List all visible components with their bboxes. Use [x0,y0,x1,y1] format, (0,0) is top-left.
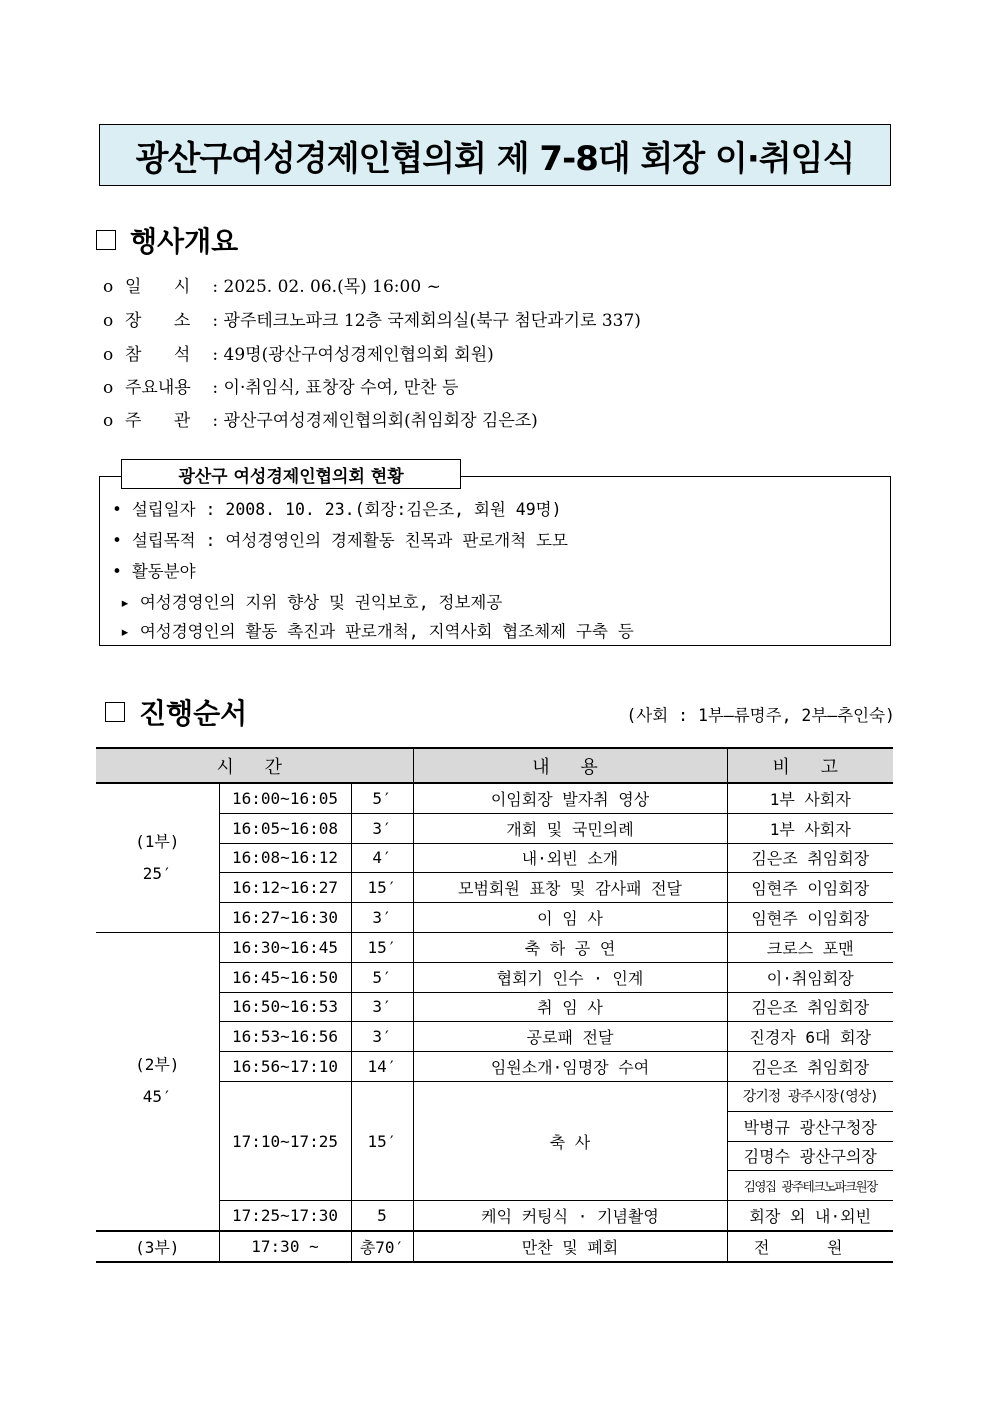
note-cell: 임현주 이임회장 [727,873,893,903]
overview-heading-text: 행사개요 [130,225,239,258]
content-cell: 이임회장 발자취 영상 [413,783,727,813]
content-cell: 이 임 사 [413,903,727,933]
status-line: ▸ 여성경영인의 지위 향상 및 권익보호, 정보제공 [120,593,503,612]
note-cell: 진경자 6대 회장 [727,1022,893,1052]
time-cell: 17:10~17:25 [219,1081,351,1200]
overview-heading [96,220,238,260]
status-line: • 활동분야 [112,562,196,581]
minutes-cell: 3′ [351,813,413,843]
note-cell: 강기정 광주시장(영상) [727,1081,893,1111]
note-cell: 김은조 취임회장 [727,992,893,1022]
status-line: ▸ 여성경영인의 활동 촉진과 판로개척, 지역사회 협조체제 구축 등 [120,622,634,641]
overview-item [103,306,641,331]
minutes-cell: 3′ [351,1022,413,1052]
time-cell: 16:30~16:45 [219,932,351,962]
content-cell: 공로패 전달 [413,1022,727,1052]
minutes-cell: 15′ [351,1081,413,1200]
item-value: : 49명(광산구여성경제인협의회 회원) [212,345,494,365]
page-title: 광산구여성경제인협의회 제 7-8대 회장 이·취임식 [135,138,855,179]
part-label: (2부) [135,1055,180,1075]
item-label: 주 관 [125,411,191,431]
overview-item [103,373,458,398]
content-cell: 만찬 및 폐회 [413,1231,727,1262]
item-label: 일 시 [125,277,191,297]
status-line: • 설립목적 : 여성경영인의 경제활동 친목과 판로개척 도모 [112,531,569,550]
content-cell: 협회기 인수 · 인계 [413,962,727,992]
note-cell: 회장 외 내·외빈 [727,1201,893,1231]
content-cell: 케익 커팅식 · 기념촬영 [413,1201,727,1231]
minutes-cell: 5′ [351,962,413,992]
note-cell: 임현주 이임회장 [727,903,893,933]
note-cell: 김영집 광주테크노파크원장 [727,1171,893,1201]
minutes-cell: 총70′ [351,1231,413,1262]
overview-item [103,406,538,431]
content-cell: 축 하 공 연 [413,932,727,962]
program-heading-text: 진행순서 [139,697,248,730]
overview-item [103,272,441,297]
time-cell: 16:05~16:08 [219,813,351,843]
item-label: 장 소 [125,311,191,331]
part-cell [96,932,219,1230]
bullet: o [103,277,114,297]
time-cell: 17:30 ~ [219,1231,351,1262]
header-time: 시 간 [96,748,413,783]
time-cell: 16:00~16:05 [219,783,351,813]
minutes-cell: 4′ [351,843,413,873]
note-cell: 김은조 취임회장 [727,1052,893,1082]
time-cell: 16:53~16:56 [219,1022,351,1052]
status-title: 광산구 여성경제인협의회 현황 [121,459,461,489]
minutes-cell: 15′ [351,932,413,962]
content-cell: 모범회원 표창 및 감사패 전달 [413,873,727,903]
part-duration: 45′ [142,1087,172,1107]
note-cell: 박병규 광산구청장 [727,1111,893,1141]
item-value: : 광산구여성경제인협의회(취임회장 김은조) [212,411,538,431]
content-cell: 축 사 [413,1081,727,1200]
minutes-cell: 5′ [351,783,413,813]
table-header-row [96,748,893,783]
bullet: o [103,345,114,365]
time-cell: 16:50~16:53 [219,992,351,1022]
time-cell: 16:56~17:10 [219,1052,351,1082]
table-row [96,1231,893,1262]
minutes-cell: 3′ [351,903,413,933]
item-label: 주요내용 [125,378,191,398]
item-value: : 2025. 02. 06.(목) 16:00 ~ [212,277,441,297]
time-cell: 16:27~16:30 [219,903,351,933]
minutes-cell: 14′ [351,1052,413,1082]
time-cell: 16:12~16:27 [219,873,351,903]
table-row [96,783,893,813]
program-heading [105,692,247,732]
schedule-table [96,747,893,1263]
time-cell: 17:25~17:30 [219,1201,351,1231]
content-cell: 임원소개·임명장 수여 [413,1052,727,1082]
note-cell: 1부 사회자 [727,813,893,843]
bullet: o [103,311,114,331]
overview-item [103,340,494,365]
header-note: 비 고 [727,748,893,783]
table-row [96,932,893,962]
note-cell: 1부 사회자 [727,783,893,813]
part-label: (1부) [135,831,180,851]
part-label: (3부) [96,1231,219,1262]
checkbox-square-icon [105,702,125,722]
note-cell: 김은조 취임회장 [727,843,893,873]
note-cell: 김명수 광산구의장 [727,1141,893,1171]
bullet: o [103,378,114,398]
status-line: • 설립일자 : 2008. 10. 23.(회장:김은조, 회원 49명) [112,500,562,519]
part-duration: 25′ [142,863,172,883]
content-cell: 개회 및 국민의례 [413,813,727,843]
minutes-cell: 3′ [351,992,413,1022]
title-banner [99,124,891,186]
item-value: : 광주테크노파크 12층 국제회의실(북구 첨단과기로 337) [212,311,641,331]
header-content: 내 용 [413,748,727,783]
checkbox-square-icon [96,230,116,250]
note-cell: 크로스 포맨 [727,932,893,962]
time-cell: 16:45~16:50 [219,962,351,992]
bullet: o [103,411,114,431]
content-cell: 내·외빈 소개 [413,843,727,873]
minutes-cell: 5 [351,1201,413,1231]
item-value: : 이·취임식, 표창장 수여, 만찬 등 [212,378,459,398]
item-label: 참 석 [125,345,191,365]
part-cell [96,783,219,932]
note-cell: 이·취임회장 [727,962,893,992]
time-cell: 16:08~16:12 [219,843,351,873]
note-cell: 전 원 [727,1231,893,1262]
content-cell: 취 임 사 [413,992,727,1022]
minutes-cell: 15′ [351,873,413,903]
mc-info: (사회 : 1부–류명주, 2부–추인숙) [626,706,895,725]
